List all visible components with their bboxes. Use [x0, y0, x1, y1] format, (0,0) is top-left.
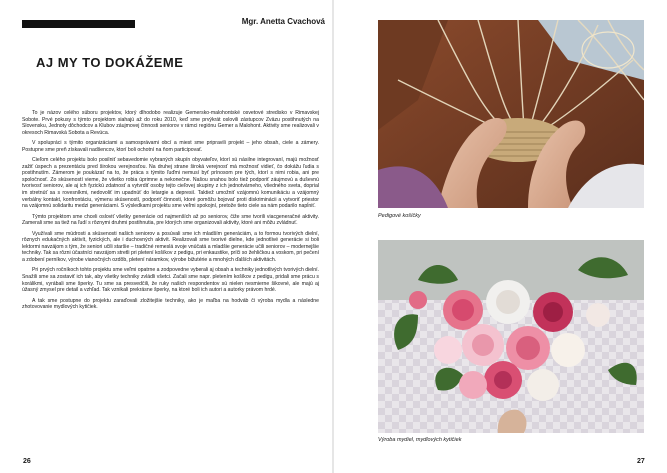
paragraph: Pri prvých ročníkoch tohto projektu sme veľmi opatrne a zodpovedne vyberali aj obsah a techniky jednotlivých tvorivých dielní. Snažili sme sa zostaviť ich tak, aby všetky techniky zvládli všetci. Začali sme napr. pletením košíkov z pedigu, pridali sme prácu s korálikmi, vyrábali sme šperky. Tu sme sa presvedčili, že ruky našich respondentov sú nielen nesmierne šikovné, ale majú aj úžasný zmysel pre detail a vzhľad. Tak vznikali prekrásne šperky, na ktoré boli ich autori a autorky právom hrdé. [22, 267, 319, 294]
paragraph: V spolupráci s týmito organizáciami a samosprávami obcí a miest sme pripravili projekt – jeho obsah, ciele a zámery. Postupne sme preň získavali nadšencov, ktorí boli ochotní na ňom participovať. [22, 140, 319, 153]
caption-bottom: Výroba mydiel, mydlových kytičiek [378, 437, 462, 443]
paragraph: A tak sme postupne do projektu zaraďovali zložitejšie techniky, ako je maľba na hodváb či výroba mydla a následne zhotovovanie mydlových kytičiek. [22, 297, 319, 311]
photo-soap-flowers [378, 240, 644, 433]
article-title: AJ MY TO DOKÁŽEME [36, 55, 184, 70]
caption-top: Pedigové košíčky [378, 213, 421, 219]
paragraph: Cieľom celého projektu bolo posilniť sebavedomie vybraných skupín obyvateľov, ktorí sú násilne integrovaní, majú možnosť zažiť úspech a prezentáciu pred širokou verejnosťou. Na druhej strane široká verejnosť má možnosť vidieť, čo dokážu ľudia s postihnutím. Zámerom je poukázať na to, že práca s týmito ľuďmi nemusí byť prínosom pre tých, ktorí s nimi robia, ani pre spoločnosť. Zo skúseností vieme, že všetko robia úprimne a nekonečne. Našou snahou bolo tiež podporiť záujmovú a duševnú tvorivosť seniorov, ale aj ich fyzickú zdatnosť a vytvrdiť osoby tejto cieľovej skupiny z ich jednotvárneho, všedného sveta, doprial im stretnúť sa s rovesníkmi, nedovoliť im upadnúť do letargie a depresií. Taktiež umožniť vzájomnú komunikáciu a vzájomný verbálny kontakt, konfrontáciu, výmenu skúseností, podporiť činnosti, ktoré pomôžu bojovať proti diskriminácii a vytvoriť priestor na vzájomnú solidaritu medzi generáciami. S výsledkami projektu sme veľmi spokojní, pretože tieto ciele sa nám podarilo napĺniť. [22, 157, 319, 210]
article-body [22, 110, 319, 315]
photo-basket-weaving [378, 20, 644, 208]
page-number-left: 26 [23, 458, 31, 465]
left-page [0, 0, 333, 473]
paragraph: Využívali sme múdrosti a skúsenosti našich seniorov a posúvali sme ich mladším generáciám, a to formou tvorivých dielní, rôznych edukačných aktivít, fyzických, ale i duchovných aktivít. Realizovali sme tvorivé dielne, kde jednotlivé generácie si boli lektormi navzájom s tým, že seniori učili staršie – tradičné remeslá svoje vnúčatá a mladšie generácie učili seniorov – modernejšie techniky. Tak sa rôzni účastníci navzájom stretli pri pletení košíkov z pedigu, pri enkaustike, príči so žehličkou a voskom, pri pečení a zdobení perníkov, výrobe vianočných ozdôb, pletení náramkov, výrobe bižutérie a mnohých ďalších aktivitách. [22, 230, 319, 263]
page-number-right: 27 [637, 458, 645, 465]
paragraph: Týmto projektom sme chceli osloviť všetky generácie od najmenších až po seniorov, čiže sme tvorili viacgeneračné aktivity. Zamerali sme sa tiež na ľudí s rôznymi druhmi postihnutia, pre ktorých sme organizovali aktivity, ktoré ani môžu zvládnuť. [22, 213, 319, 227]
author-name: Mgr. Anetta Cvachová [241, 17, 325, 26]
paragraph: To je názov celého súboru projektov, ktorý dlhodobo realizuje Gemersko-malohontské osvetové stredisko v Rimavskej Sobote. Prvé pokusy s týmto projektom siahajú až do roku 2010, keď sme prvýkrát oslovili zástupcov Zväzu postihnutých na Slovensku, Jednoty dôchodcov a Klubov záujmovej činnosti seniorov v rámci regiónu Gemer a Malohont. Aktivity sme realizovali v okresoch Rimavská Sobota a Revúca. [22, 110, 319, 136]
header-bar [22, 20, 135, 28]
